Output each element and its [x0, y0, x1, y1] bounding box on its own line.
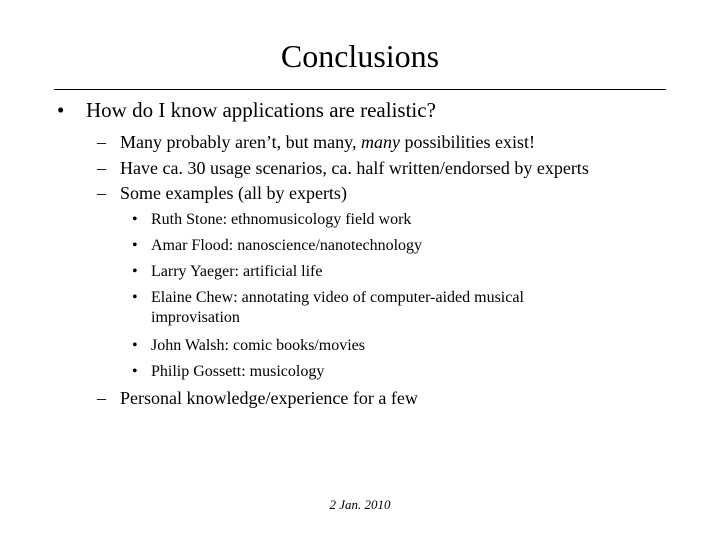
bullet-icon: •: [132, 237, 138, 254]
footer-date: 2 Jan. 2010: [329, 497, 391, 512]
main-bullet-text: How do I know applications are realistic?: [86, 98, 436, 122]
sub-bullet-text: [120, 131, 535, 153]
bullet-icon: •: [57, 98, 65, 122]
bullet-icon: •: [132, 263, 138, 280]
dash-icon: –: [97, 388, 106, 408]
sub-bullet-text-before: Many probably aren’t, but many,: [120, 132, 361, 152]
example-text: John Walsh: comic books/movies: [151, 337, 365, 354]
sub-bullet-text: Some examples (all by experts): [120, 183, 347, 203]
sub-bullet-text-after: possibilities exist!: [399, 132, 535, 152]
example-text: Larry Yaeger: artificial life: [151, 263, 323, 280]
example-text: Elaine Chew: annotating video of computer-aided musical improvisation: [151, 289, 524, 326]
dash-icon: –: [97, 183, 106, 203]
example-text: Ruth Stone: ethnomusicology field work: [151, 211, 412, 228]
bullet-icon: •: [132, 289, 138, 306]
sub-bullet-text: Have ca. 30 usage scenarios, ca. half written/endorsed by experts: [120, 158, 589, 178]
slide-title: Conclusions: [280, 38, 440, 74]
example-text: Amar Flood: nanoscience/nanotechnology: [151, 237, 423, 254]
sub-bullet-text: Personal knowledge/experience for a few: [120, 388, 418, 408]
bullet-icon: •: [132, 211, 138, 228]
bullet-icon: •: [132, 337, 138, 354]
dash-icon: –: [97, 132, 106, 152]
example-text: Philip Gossett: musicology: [151, 363, 325, 380]
bullet-icon: •: [132, 363, 138, 380]
sub-bullet-text-emphasis: many: [360, 132, 400, 152]
dash-icon: –: [97, 158, 106, 178]
